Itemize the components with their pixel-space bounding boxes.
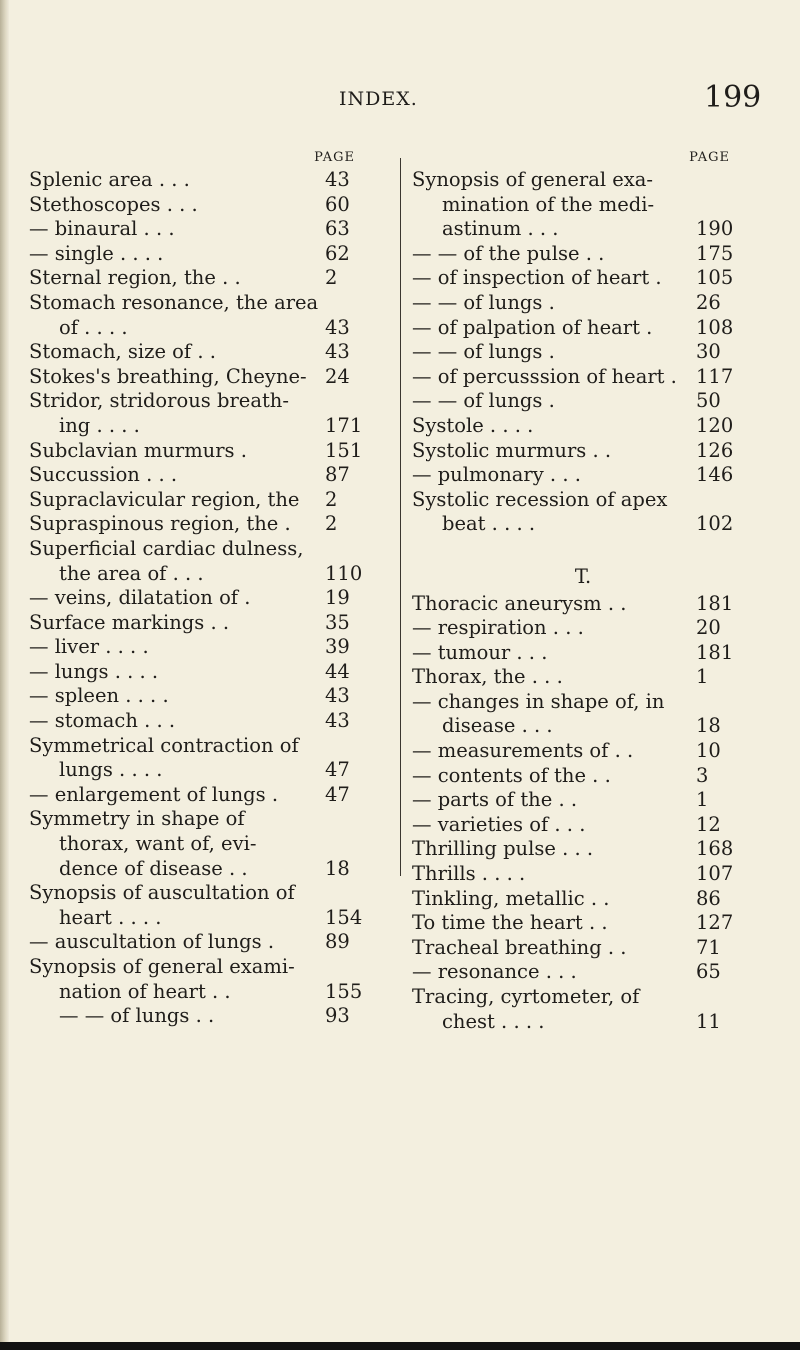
entry-page-number: 120 [696,413,734,437]
index-entry [29,365,385,390]
index-entry [29,807,385,832]
index-entry [412,414,754,439]
entry-text: — stomach . . . [29,709,176,733]
entry-page-number: 26 [696,290,721,314]
index-entry [29,168,385,193]
index-entry [29,758,385,783]
running-title: INDEX. [339,88,418,110]
index-entry [412,985,754,1010]
entry-page-number: 105 [696,266,734,290]
index-entry [29,266,385,291]
entry-text: astinum . . . [442,217,559,241]
entry-page-number: 43 [325,340,350,364]
index-entry [412,788,754,813]
index-entry [29,316,385,341]
entry-text: Symmetry in shape of [29,807,245,831]
entry-text: Systolic murmurs . . [412,438,612,462]
entry-text: — — of lungs . . [59,1004,215,1028]
index-entry [412,389,754,414]
entry-text: thorax, want of, evi- [59,832,257,856]
index-entry [29,980,385,1005]
entry-page-number: 43 [325,168,350,191]
index-entry [29,340,385,365]
index-entry [29,217,385,242]
entry-text: Stomach resonance, the area [29,290,319,314]
entry-page-number: 63 [325,217,350,241]
index-entry [412,665,754,690]
entry-page-number: 155 [325,979,363,1003]
index-entry [412,291,754,316]
entry-page-number: 39 [325,635,350,659]
entry-text: Thrills . . . . [412,862,526,886]
index-entry [29,562,385,587]
page-column-label: PAGE [314,150,355,165]
entry-text: chest . . . . [442,1009,545,1033]
entry-text: — changes in shape of, in [412,689,665,713]
index-entry [29,635,385,660]
entry-text: — pulmonary . . . [412,463,581,487]
index-entry [412,960,754,985]
entry-page-number: 86 [696,886,721,910]
index-entry [412,488,754,513]
index-entry [412,217,754,242]
bottom-edge [0,1342,800,1350]
entry-page-number: 168 [696,837,734,861]
index-entry [412,739,754,764]
entry-page-number: 43 [325,709,350,733]
index-entry [412,242,754,267]
entry-text: — single . . . . [29,241,164,265]
index-entry [29,488,385,513]
entry-page-number: 181 [696,640,734,664]
entry-text: — of palpation of heart . [412,315,653,339]
entry-text: — parts of the . . [412,788,578,812]
index-entry [412,266,754,291]
entry-text: Synopsis of auscultation of [29,881,295,905]
page-edge [0,0,9,1350]
entry-page-number: 12 [696,812,721,836]
entry-text: Systolic recession of apex [412,487,668,511]
entry-page-number: 20 [696,616,721,640]
entry-text: Superficial cardiac dulness, [29,536,304,560]
index-entry [412,887,754,912]
index-entry [29,193,385,218]
entry-text: Thorax, the . . . [412,665,563,689]
column-divider [400,158,401,876]
entry-page-number: 117 [696,364,734,388]
page-column-label: PAGE [689,150,730,165]
entry-page-number: 18 [696,714,721,738]
index-entry [412,936,754,961]
entry-text: Supraclavicular region, the [29,487,300,511]
index-entry [412,813,754,838]
entry-page-number: 107 [696,862,734,886]
entry-page-number: 44 [325,659,350,683]
entry-text: beat . . . . [442,512,536,536]
section-letter: T. [574,564,592,588]
entry-text: mination of the medi- [442,192,655,216]
entry-page-number: 47 [325,782,350,806]
index-entry [412,837,754,862]
entry-text: — — of lungs . [412,389,555,413]
index-entry [29,512,385,537]
entry-text: Synopsis of general exa- [412,168,654,191]
entry-text: of . . . . [59,315,128,339]
index-entry [29,291,385,316]
index-entry [412,193,754,218]
index-entry [29,242,385,267]
index-column-right [412,148,754,1034]
entry-page-number: 65 [696,960,721,984]
entry-text: — varieties of . . . [412,812,586,836]
entry-page-number: 87 [325,463,350,487]
entry-text: Sternal region, the . . [29,266,241,290]
index-entry [29,537,385,562]
index-entry [29,906,385,931]
entry-text: dence of disease . . [59,856,248,880]
entry-page-number: 110 [325,561,363,585]
index-entry [412,168,754,193]
entry-text: — tumour . . . [412,640,548,664]
entry-text: — measurements of . . [412,739,634,763]
entry-text: Stridor, stridorous breath- [29,389,289,413]
entry-text: — lungs . . . . [29,659,159,683]
entry-page-number: 151 [325,438,363,462]
entry-text: — auscultation of lungs . [29,930,275,954]
entry-page-number: 35 [325,610,350,634]
entry-page-number: 60 [325,192,350,216]
index-entry [412,616,754,641]
index-entry [412,463,754,488]
index-column-left [29,148,385,1029]
index-entry [412,690,754,715]
entry-page-number: 146 [696,463,734,487]
entry-page-number: 126 [696,438,734,462]
entry-text: — — of the pulse . . [412,241,605,265]
entry-page-number: 50 [696,389,721,413]
entry-text: Tracing, cyrtometer, of [412,985,640,1008]
index-entry [412,340,754,365]
entry-text: — binaural . . . [29,217,175,241]
entry-text: Tinkling, metallic . . [412,886,610,910]
entry-page-number: 2 [325,266,338,290]
entry-text: Synopsis of general exami- [29,955,295,978]
index-entry [29,709,385,734]
entry-text: nation of heart . . [59,979,231,1003]
entry-page-number: 1 [696,788,709,812]
index-entry [29,930,385,955]
entry-text: — — of lungs . [412,340,555,364]
entry-text: Symmetrical contraction of [29,733,299,757]
section-gap [412,537,754,562]
index-entry [412,911,754,936]
entry-text: ing . . . . [59,413,140,437]
index-entry [412,862,754,887]
entry-page-number: 3 [696,763,709,787]
index-entry [29,414,385,439]
entry-text: — contents of the . . [412,763,611,787]
entry-text: Stokes's breathing, Cheyne- [29,364,307,388]
index-entry [29,684,385,709]
index-entry [412,316,754,341]
entry-text: Surface markings . . [29,610,230,634]
entry-page-number: 102 [696,512,734,536]
entry-page-number: 19 [325,586,350,610]
index-entry [29,857,385,882]
entry-text: — spleen . . . . [29,684,169,708]
entry-text: Thoracic aneurysm . . [412,591,627,615]
entry-page-number: 154 [325,905,363,929]
entry-page-number: 43 [325,315,350,339]
entry-page-number: 11 [696,1009,721,1033]
index-entry [29,463,385,488]
entry-page-number: 24 [325,364,350,388]
entry-page-number: 175 [696,241,734,265]
entry-page-number: 2 [325,512,338,536]
entry-text: To time the heart . . [412,911,608,935]
index-entry [412,641,754,666]
index-entry [29,586,385,611]
entry-page-number: 181 [696,591,734,615]
entry-text: Systole . . . . [412,413,534,437]
index-entry [412,714,754,739]
index-entry [29,783,385,808]
index-entry [29,611,385,636]
entry-text: heart . . . . [59,905,162,929]
index-entry [412,512,754,537]
entry-text: — of inspection of heart . [412,266,662,290]
entry-text: — liver . . . . [29,635,149,659]
entry-text: — veins, dilatation of . [29,586,251,610]
entry-page-number: 1 [696,665,709,689]
entry-text: — enlargement of lungs . [29,782,279,806]
entry-page-number: 93 [325,1004,350,1028]
entry-text: Splenic area . . . [29,168,190,191]
page-number: 199 [704,80,762,115]
index-entry [29,881,385,906]
entry-text: — respiration . . . [412,616,584,640]
entry-page-number: 71 [696,935,721,959]
entry-page-number: 30 [696,340,721,364]
index-entry [29,734,385,759]
entry-page-number: 43 [325,684,350,708]
entry-text: — of percusssion of heart . [412,364,677,388]
entry-page-number: 108 [696,315,734,339]
index-entry [412,764,754,789]
index-entry [29,1004,385,1029]
index-entry [412,1010,754,1035]
entry-page-number: 47 [325,758,350,782]
index-entry [412,365,754,390]
index-entry [29,832,385,857]
entry-text: — — of lungs . [412,290,555,314]
entry-page-number: 190 [696,217,734,241]
entry-page-number: 2 [325,487,338,511]
entry-page-number: 127 [696,911,734,935]
entry-text: Subclavian murmurs . [29,438,247,462]
entry-page-number: 18 [325,856,350,880]
entry-page-number: 89 [325,930,350,954]
entry-text: — resonance . . . [412,960,577,984]
entry-text: the area of . . . [59,561,204,585]
entry-text: Tracheal breathing . . [412,935,627,959]
entry-text: Stomach, size of . . [29,340,216,364]
index-entry [29,389,385,414]
entry-text: disease . . . [442,714,553,738]
index-entry [412,439,754,464]
entry-text: Thrilling pulse . . . [412,837,594,861]
index-entry [29,439,385,464]
entry-page-number: 10 [696,739,721,763]
entry-page-number: 62 [325,241,350,265]
entry-text: Stethoscopes . . . [29,192,198,216]
entry-text: lungs . . . . [59,758,163,782]
entry-page-number: 171 [325,413,363,437]
index-entry [29,660,385,685]
entry-text: Succussion . . . [29,463,178,487]
index-entry [412,592,754,617]
entry-text: Supraspinous region, the . [29,512,291,536]
index-entry [29,955,385,980]
